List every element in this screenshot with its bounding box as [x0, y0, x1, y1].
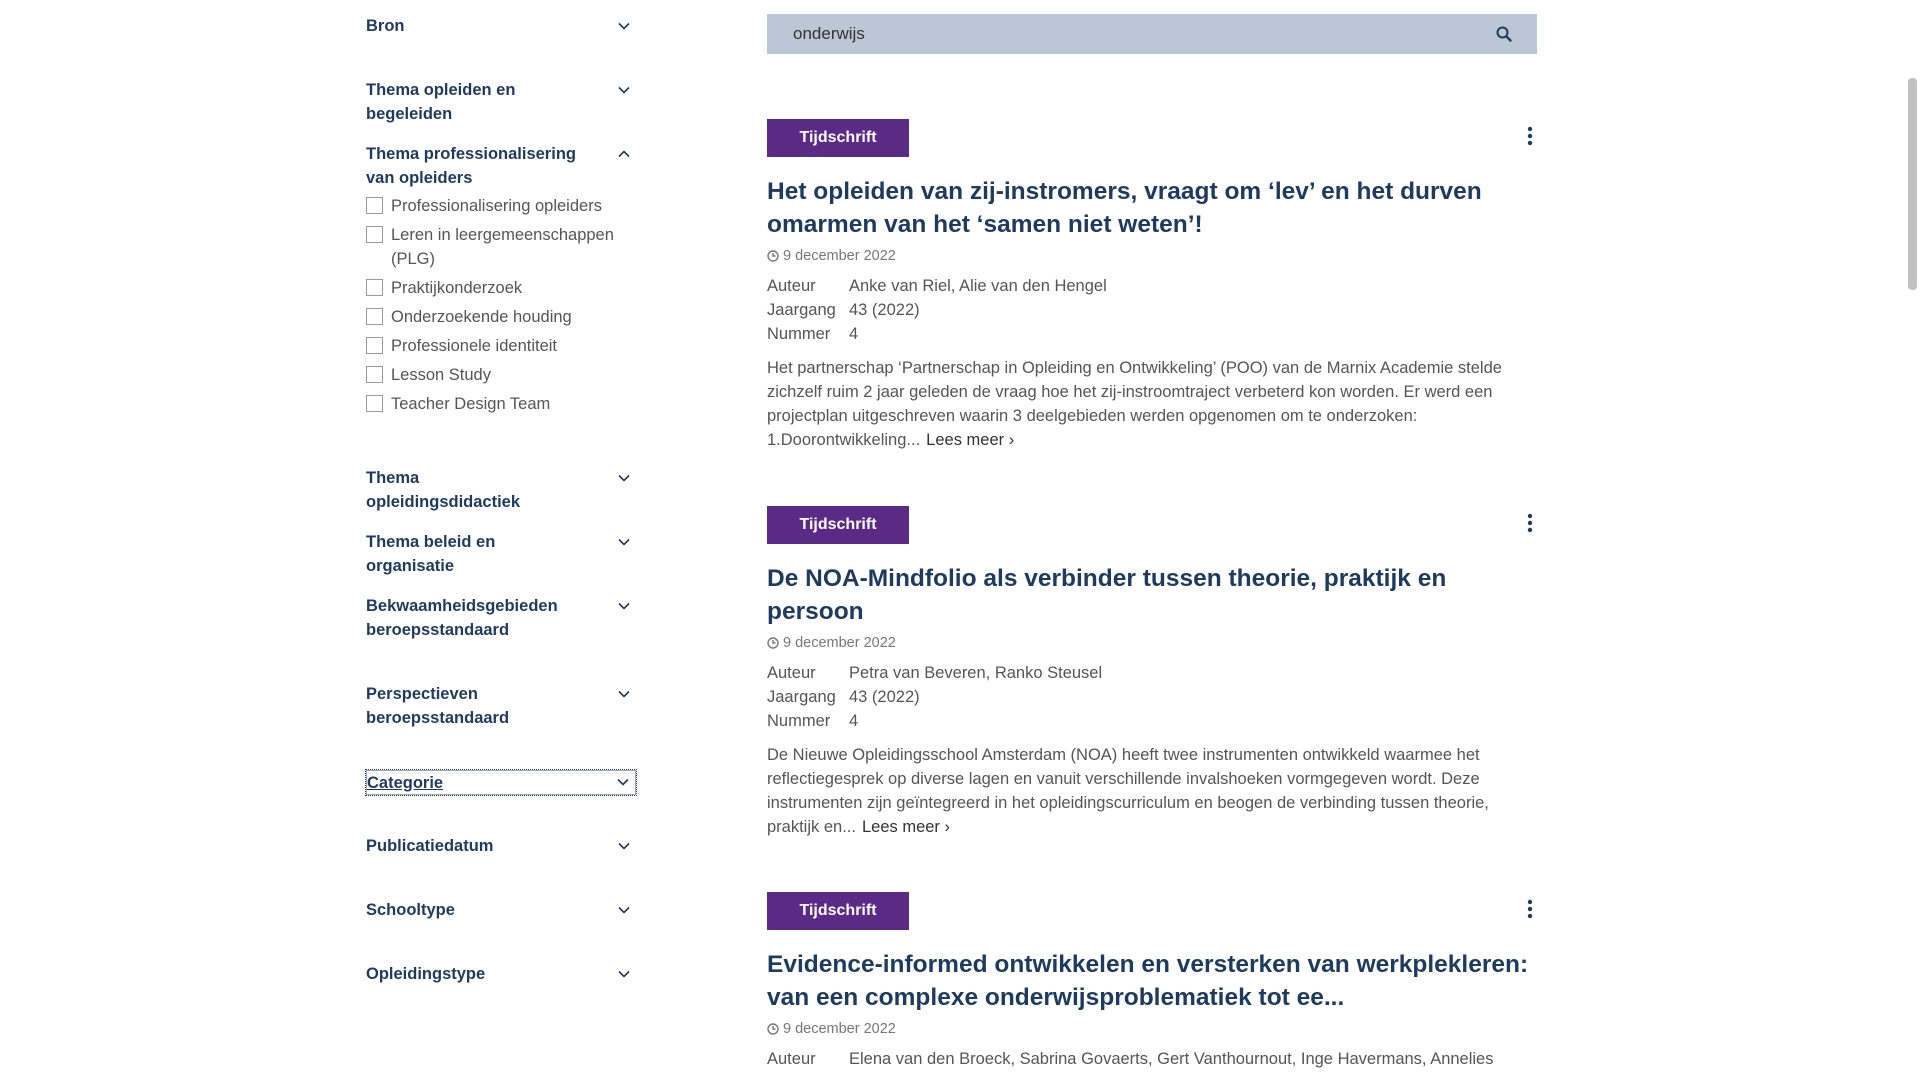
result-title[interactable]: Evidence-informed ontwikkelen en versterken van werkplekleren: van een complexe onderwijsproblematiek tot ee... [767, 951, 1529, 1011]
facet-perspectieven[interactable] [366, 682, 636, 730]
checkbox[interactable] [366, 308, 383, 325]
chevron-down-icon [616, 82, 632, 98]
facet-option[interactable] [366, 276, 636, 300]
option-label: Professionele identiteit [391, 337, 558, 355]
facet-title: Perspectieven beroepsstandaard [366, 685, 510, 727]
facet-bekwaamheidsgebieden[interactable] [366, 594, 636, 642]
facet-thema-opleidingsdidactiek[interactable] [366, 466, 636, 514]
facet-title: Thema beleid en organisatie [366, 533, 496, 575]
search-bar [767, 14, 1537, 54]
search-input[interactable] [767, 14, 1467, 54]
meta-author: Petra van Beveren, Ranko Steusel [849, 664, 1103, 682]
meta-label: Auteur [767, 277, 816, 295]
result-date [767, 1021, 1537, 1037]
facet-title: Thema opleidingsdidactiek [366, 469, 521, 511]
facet-title: Thema professionalisering van opleiders [366, 145, 576, 187]
more-options-icon[interactable] [1525, 898, 1535, 920]
page-scrollbar[interactable] [1904, 0, 1920, 1080]
type-badge: Tijdschrift [767, 506, 909, 544]
chevron-down-icon [616, 470, 632, 486]
result-meta [767, 1047, 1537, 1071]
result-meta [767, 661, 1537, 733]
clock-icon [767, 250, 779, 262]
chevron-down-icon [616, 534, 632, 550]
facet-schooltype[interactable] [366, 898, 636, 922]
meta-volume: 43 (2022) [849, 688, 920, 706]
facet-publicatiedatum[interactable] [366, 834, 636, 858]
facet-title: Bron [366, 17, 405, 35]
read-more-link[interactable]: Lees meer › [926, 431, 1015, 449]
type-badge: Tijdschrift [767, 892, 909, 930]
scrollbar-thumb[interactable] [1908, 78, 1917, 290]
chevron-down-icon [615, 774, 631, 790]
checkbox[interactable] [366, 337, 383, 354]
checkbox[interactable] [366, 366, 383, 383]
clock-icon [767, 1023, 779, 1035]
chevron-down-icon [616, 838, 632, 854]
facet-option[interactable] [366, 334, 636, 358]
date-text: 9 december 2022 [783, 248, 896, 264]
result-abstract [767, 356, 1537, 452]
meta-number-row [767, 709, 1537, 733]
facet-thema-professionalisering-header[interactable] [366, 142, 636, 190]
meta-author: Elena van den Broeck, Sabrina Govaerts, Gert Vanthournout, Inge Havermans, Annelies [849, 1050, 1494, 1068]
result-abstract [767, 743, 1537, 839]
result-date [767, 248, 1537, 264]
option-label: Onderzoekende houding [391, 308, 572, 326]
option-label: Lesson Study [391, 366, 491, 384]
meta-label: Jaargang [767, 301, 836, 319]
option-label: Praktijkonderzoek [391, 279, 523, 297]
checkbox[interactable] [366, 395, 383, 412]
meta-author: Anke van Riel, Alie van den Hengel [849, 277, 1107, 295]
checkbox[interactable] [366, 279, 383, 296]
meta-label: Auteur [767, 664, 816, 682]
option-label: Leren in leergemeenschappen (PLG) [391, 226, 614, 268]
chevron-down-icon [616, 902, 632, 918]
facet-thema-opleiden-begeleiden[interactable] [366, 78, 636, 126]
result-card [767, 119, 1537, 452]
date-text: 9 december 2022 [783, 635, 896, 651]
result-title[interactable]: De NOA-Mindfolio als verbinder tussen theorie, praktijk en persoon [767, 565, 1447, 625]
facet-categorie[interactable] [366, 770, 636, 795]
facet-option[interactable] [366, 194, 636, 218]
facet-thema-professionalisering [366, 142, 636, 421]
chevron-down-icon [616, 966, 632, 982]
facet-title: Opleidingstype [366, 965, 486, 983]
result-title[interactable]: Het opleiden van zij-instromers, vraagt om ‘lev’ en het durven omarmen van het ‘samen niet weten’! [767, 178, 1482, 238]
result-date [767, 635, 1537, 651]
meta-author-row [767, 1047, 1537, 1071]
abstract-text: Het partnerschap ‘Partnerschap in Opleiding en Ontwikkeling’ (POO) van de Marnix Academie stelde zichzelf ruim 2 jaar geleden de vraag hoe het zij-instroomtraject verbeterd kon worden. Er werd een projectplan uitgeschreven waarin 3 deelgebieden werden opgenomen om te onderzoken: 1.Doorontwikkeling... [767, 359, 1502, 449]
chevron-down-icon [616, 598, 632, 614]
meta-number: 4 [849, 712, 859, 730]
facet-option[interactable] [366, 392, 636, 416]
result-meta [767, 274, 1537, 346]
more-options-icon[interactable] [1525, 125, 1535, 147]
facet-thema-beleid-organisatie[interactable] [366, 530, 636, 578]
facet-title: Categorie [367, 774, 444, 792]
date-text: 9 december 2022 [783, 1021, 896, 1037]
meta-label: Nummer [767, 712, 831, 730]
facet-title: Publicatiedatum [366, 837, 494, 855]
facet-title: Schooltype [366, 901, 455, 919]
meta-author-row [767, 661, 1537, 685]
checkbox[interactable] [366, 226, 383, 243]
meta-label: Auteur [767, 1050, 816, 1068]
facet-options [366, 194, 636, 416]
meta-label: Jaargang [767, 688, 836, 706]
clock-icon [767, 637, 779, 649]
meta-volume-row [767, 685, 1537, 709]
facet-option[interactable] [366, 223, 636, 271]
abstract-text: De Nieuwe Opleidingsschool Amsterdam (NOA) heeft twee instrumenten ontwikkeld waarmee het reflectiegesprek op diverse lagen en vanuit verschillende invalshoeken vormgegeven wordt. Deze instrumenten zijn geïntegreerd in het opleidingscurriculum en beogen de verbinding tussen theorie, praktijk en... [767, 746, 1489, 836]
search-icon[interactable] [1495, 25, 1513, 43]
meta-volume-row [767, 298, 1537, 322]
facet-bron[interactable] [366, 14, 636, 38]
result-card [767, 506, 1537, 839]
checkbox[interactable] [366, 197, 383, 214]
result-card [767, 892, 1537, 1071]
meta-number: 4 [849, 325, 859, 343]
chevron-up-icon [616, 146, 632, 162]
meta-number-row [767, 322, 1537, 346]
facet-title: Thema opleiden en begeleiden [366, 81, 516, 123]
facet-option[interactable] [366, 363, 636, 387]
read-more-link[interactable]: Lees meer › [861, 818, 951, 836]
option-label: Teacher Design Team [391, 395, 551, 413]
type-badge: Tijdschrift [767, 119, 909, 157]
facet-opleidingstype[interactable] [366, 962, 636, 986]
facet-option[interactable] [366, 305, 636, 329]
meta-label: Nummer [767, 325, 831, 343]
chevron-down-icon [616, 18, 632, 34]
meta-author-row [767, 274, 1537, 298]
facet-title: Bekwaamheidsgebieden beroepsstandaard [366, 597, 558, 639]
meta-volume: 43 (2022) [849, 301, 920, 319]
chevron-down-icon [616, 686, 632, 702]
more-options-icon[interactable] [1525, 512, 1535, 534]
option-label: Professionalisering opleiders [391, 197, 602, 215]
